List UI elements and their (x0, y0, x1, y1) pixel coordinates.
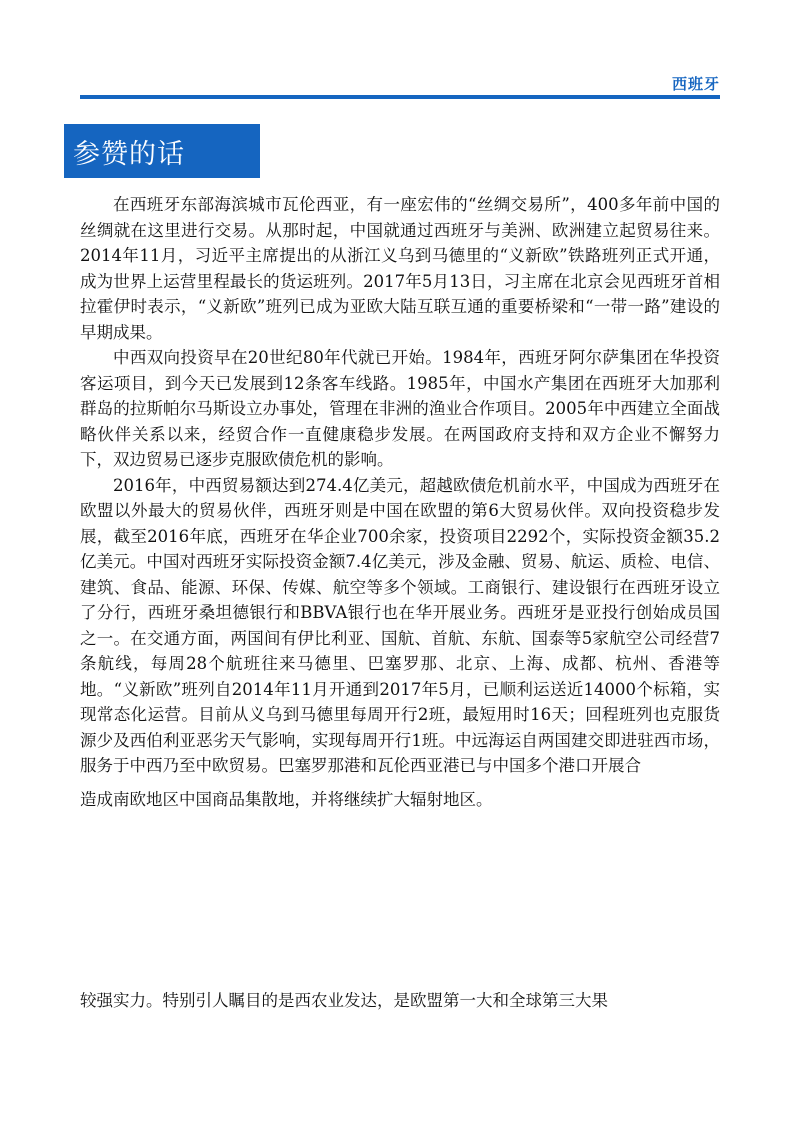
paragraph-3: 2016年，中西贸易额达到274.4亿美元，超越欧债危机前水平，中国成为西班牙在欧盟以外最大的贸易伙伴，西班牙则是中国在欧盟的第6大贸易伙伴。双向投资稳步发展，截至2016年底，西班牙在华企业700余家，投资项目2292个，实际投资金额35.2亿美元。中国对西班牙实际投资金额7.4亿美元，涉及金融、贸易、航运、质检、电信、建筑、食品、能源、环保、传媒、航空等多个领域。工商银行、建设银行在西班牙设立了分行，西班牙桑坦德银行和BBVA银行也在华开展业务。西班牙是亚投行创始成员国之一。在交通方面，两国间有伊比利亚、国航、首航、东航、国泰等5家航空公司经营7条航线，每周28个航班往来马德里、巴塞罗那、北京、上海、成都、杭州、香港等地。“义新欧”班列自2014年11月开通到2017年5月，已顺利运送近14000个标箱，实现常态化运营。目前从义乌到马德里每周开行2班，最短用时16天；回程班列也克服货源少及西伯利亚恶劣天气影响，实现每周开行1班。中远海运自两国建交即进驻西市场，服务于中西乃至中欧贸易。巴塞罗那港和瓦伦西亚港已与中国多个港口开展合 (80, 475, 720, 775)
title-banner (64, 124, 260, 178)
fragment-line-2: 较强实力。特别引人瞩目的是西农业发达，是欧盟第一大和全球第三大果 (80, 991, 608, 1010)
paragraph-2: 中西双向投资早在20世纪80年代就已开始。1984年，西班牙阿尔萨集团在华投资客运项目，到今天已发展到12条客车线路。1985年，中国水产集团在西班牙大加那利群岛的拉斯帕尔马斯设立办事处，管理在非洲的渔业合作项目。2005年中西建立全面战略伙伴关系以来，经贸合作一直健康稳步发展。在两国政府支持和双方企业不懈努力下，双边贸易已逐步克服欧债危机的影响。 (80, 348, 720, 469)
header-divider (80, 95, 720, 99)
paragraph-1: 在西班牙东部海滨城市瓦伦西亚，有一座宏伟的“丝绸交易所”，400多年前中国的丝绸就在这里进行交易。从那时起，中国就通过西班牙与美洲、欧洲建立起贸易往来。2014年11月，习近平主席提出的从浙江义乌到马德里的“义新欧”铁路班列正式开通，成为世界上运营里程最长的货运班列。2017年5月13日，习主席在北京会见西班牙首相拉霍伊时表示，“义新欧”班列已成为亚欧大陆互联互通的重要桥梁和“一带一路”建设的早期成果。 (80, 195, 720, 342)
header-country-label: 西班牙 (671, 75, 720, 93)
fragment-line-1: 造成南欧地区中国商品集散地，并将继续扩大辐射地区。 (80, 790, 493, 809)
section-title: 参赞的话 (73, 138, 185, 170)
article-body (80, 192, 720, 779)
